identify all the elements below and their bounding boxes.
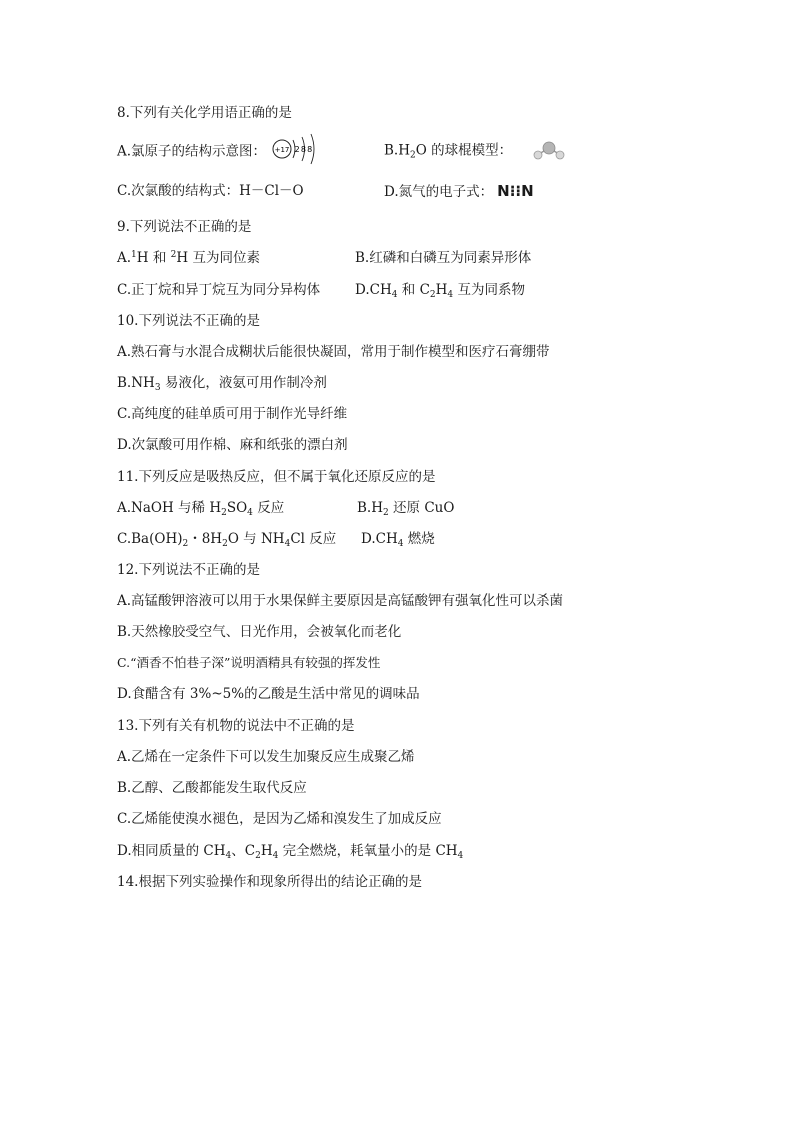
q9-option-a — [117, 249, 260, 267]
q11-c-sub3: 4 — [284, 539, 291, 549]
chlorine-atom-diagram — [270, 132, 322, 166]
q12-option-c: C.“酒香不怕巷子深”说明酒精具有较强的挥发性 — [117, 655, 381, 670]
q11-a-post: 反应 — [252, 500, 285, 516]
atom-nucleus-label: +17 — [274, 146, 290, 154]
q9-stem: 9.下列说法不正确的是 — [117, 219, 252, 235]
q11-a-pre: A.NaOH 与稀 H — [117, 500, 222, 516]
q14-stem: 14.根据下列实验操作和现象所得出的结论正确的是 — [117, 874, 422, 890]
q11-c-mid: ・8H — [188, 531, 223, 547]
q10-b-pre: B.NH — [117, 375, 155, 391]
q10-b-sub: 3 — [154, 383, 161, 393]
q12-option-b: B.天然橡胶受空气、日光作用，会被氧化而老化 — [117, 624, 402, 640]
q10-option-b — [117, 374, 327, 392]
q11-d-pre: D.CH — [361, 531, 398, 547]
q9-option-d — [355, 281, 525, 299]
q11-d-post: 燃烧 — [403, 531, 435, 547]
q8-option-b-suffix: O 的球棍模型： — [415, 142, 513, 159]
q8-option-b — [384, 140, 568, 162]
q10-option-a: A.熟石膏与水混合成糊状后能很快凝固，常用于制作模型和医疗石膏绷带 — [117, 344, 550, 360]
q11-d-sub: 4 — [397, 539, 404, 549]
q12-stem: 12.下列说法不正确的是 — [117, 562, 260, 578]
q12-option-d: D.食醋含有 3%~5%的乙酸是生活中常见的调味品 — [117, 686, 420, 702]
q9-a-mid: H 和 — [136, 250, 171, 266]
q8-option-a-label: A.氯原子的结构示意图： — [117, 143, 267, 160]
atom-shell-electrons: 288 — [294, 145, 314, 154]
q11-b-post: 还原 CuO — [388, 500, 455, 516]
q10-b-post: 易液化，液氨可用作制冷剂 — [160, 375, 327, 391]
q13-option-c: C.乙烯能使溴水褪色，是因为乙烯和溴发生了加成反应 — [117, 811, 442, 827]
q9-a-sup1: 1 — [131, 250, 137, 260]
q9-d-sub2: 2 — [429, 290, 436, 300]
q11-c-pre: C.Ba(OH) — [117, 531, 183, 547]
q11-c-mid2: O 与 NH — [227, 531, 285, 547]
q13-d-mid2: H — [260, 843, 273, 859]
q11-a-sub1: 2 — [221, 508, 227, 518]
q13-d-pre: D.相同质量的 CH — [117, 843, 226, 859]
q11-option-b — [357, 499, 454, 517]
q9-d-mid2: H — [435, 282, 448, 298]
q11-stem: 11.下列反应是吸热反应，但不属于氧化还原反应的是 — [117, 469, 436, 485]
q13-d-mid: 、C — [231, 843, 256, 859]
q9-option-b: B.红磷和白磷互为同素异形体 — [355, 250, 532, 266]
q10-stem: 10.下列说法不正确的是 — [117, 313, 260, 329]
nitrogen-electron-formula: N⁝⁝N — [497, 182, 534, 200]
q8-option-b-prefix: B.H — [384, 142, 410, 159]
q11-option-c — [117, 530, 336, 548]
water-ball-stick-model — [530, 140, 568, 162]
q13-stem: 13.下列有关有机物的说法中不正确的是 — [117, 718, 355, 734]
q13-option-b: B.乙醇、乙酸都能发生取代反应 — [117, 780, 307, 796]
q11-option-a — [117, 499, 284, 517]
q10-option-d: D.次氯酸可用作棉、麻和纸张的漂白剂 — [117, 437, 348, 453]
q8-option-c: C.次氯酸的结构式：H－Cl－O — [117, 183, 304, 199]
q9-a-sup2: 2 — [170, 250, 177, 260]
q9-option-c: C.正丁烷和异丁烷互为同分异构体 — [117, 282, 321, 298]
q8-stem: 8.下列有关化学用语正确的是 — [117, 105, 292, 121]
q13-d-sub3: 4 — [272, 851, 279, 861]
q9-d-sub1: 4 — [391, 290, 398, 300]
q11-a-sub2: 4 — [247, 508, 253, 518]
q13-d-sub2: 2 — [255, 851, 261, 861]
q11-option-d — [361, 530, 435, 548]
q8-option-b-sub: 2 — [410, 150, 416, 161]
q12-option-a: A.高锰酸钾溶液可以用于水果保鲜主要原因是高锰酸钾有强氧化性可以杀菌 — [117, 593, 564, 609]
q9-a-post: H 互为同位素 — [176, 250, 260, 266]
q13-d-sub1: 4 — [225, 851, 232, 861]
q8-option-d-text: D.氮气的电子式： — [384, 184, 494, 200]
q9-a-pre: A. — [117, 250, 132, 266]
q11-c-sub1: 2 — [182, 539, 189, 549]
q11-b-sub: 2 — [383, 508, 389, 518]
q9-d-pre: D.CH — [355, 282, 392, 298]
q11-b-pre: B.H — [357, 500, 383, 516]
q13-option-d — [117, 842, 463, 860]
q9-d-sub3: 4 — [447, 290, 454, 300]
q13-d-sub4: 4 — [457, 851, 464, 861]
q11-c-sub2: 2 — [222, 539, 228, 549]
q10-option-c: C.高纯度的硅单质可用于制作光导纤维 — [117, 406, 348, 422]
q8-option-d — [384, 182, 534, 201]
q9-d-post: 互为同系物 — [453, 282, 525, 298]
q13-d-mid3: 完全燃烧，耗氧量小的是 CH — [278, 843, 458, 859]
q9-d-mid: 和 C — [397, 282, 430, 298]
q11-c-post: Cl 反应 — [290, 531, 337, 547]
q8-option-a — [117, 138, 322, 166]
q13-option-a: A.乙烯在一定条件下可以发生加聚反应生成聚乙烯 — [117, 749, 415, 765]
q11-a-mid: SO — [226, 500, 248, 516]
